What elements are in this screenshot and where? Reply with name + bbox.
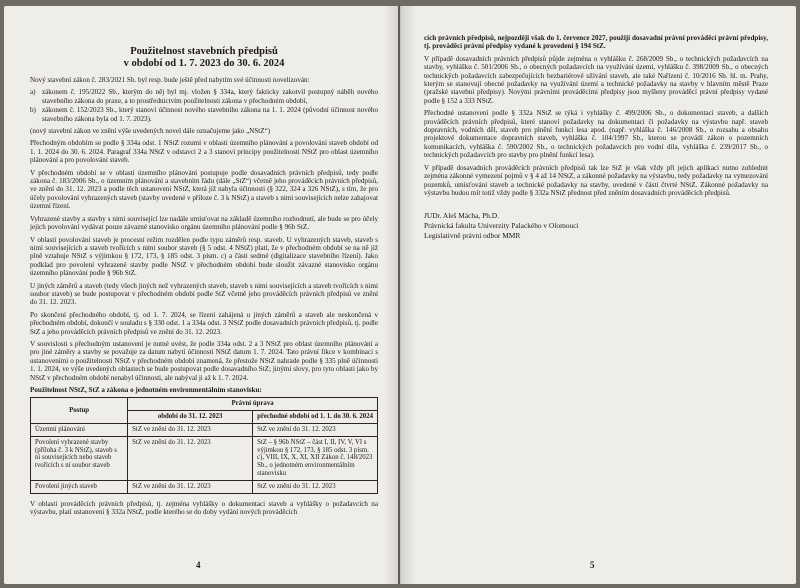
- page-title: [30, 46, 378, 70]
- transition-period-paragraph: Přechodným obdobím se podle § 334a odst. 1 NStZ rozumí v oblasti územního plánování a povolování staveb období od 1. 1. 2024 do 30. 6. 2024. Paragraf 334a NStZ v odstavci 2 a 3 stanoví principy použitelnosti NStZ pro oblast územního plánování a pro povolování staveb.: [30, 139, 378, 165]
- list-item-text: zákonem č. 195/2022 Sb., kterým do něj byl mj. vložen § 334a, který fakticky zakotvil postupný náběh nového stavebního zákona do praxe, a to prostřednictvím použitelnosti zákona v přechodném období,: [42, 88, 378, 105]
- list-item-a: [30, 88, 378, 105]
- right-page: [400, 6, 796, 584]
- author-department: Legislativně právní odbor MMR: [424, 231, 521, 241]
- list-item-text: zákonem č. 152/2023 Sb., který stanoví účinnost nového stavebního zákona na 1. 1. 2024 (původní účinnost nového stavebního zákona byla od 1. 7. 2023).: [42, 106, 378, 123]
- list-marker: b): [30, 106, 36, 115]
- table-cell-period-2: StZ – § 96b NStZ – část I, II, IV, V, VI s výjimkou § 172, 173, § 185 odst. 3 písm. c), VIII, IX, X, XI, XII Zákon č. 148/2023 Sb., o jednotném environmentálním stanovisku: [253, 436, 378, 480]
- title-line-1: Použitelnost stavebních předpisů: [130, 46, 278, 57]
- transitional-provision-paragraph: Přechodné ustanovení podle § 332a NStZ se týká i vyhlášky č. 499/2006 Sb., o dokumentaci staveb, a dalších prováděcích právních předpisů, které stanoví požadavky na dokumentaci či požadavky na výstavbu např. staveb dopravních, vodních děl, staveb pro plnění funkcí lesa apod. (např. vyhláška č. 146/2008 Sb., o rozsahu a obsahu projektové dokumentace dopravních staveb, vyhláška č. 104/1997 Sb., kterou se provádí zákon o pozemních komunikacích, vyhláška č. 590/2002 Sb., o technických požadavcích pro vodní díla, vyhláška č. 239/2017 Sb., o technických požadavcích pro stavby pro plnění funkcí lesa).: [424, 109, 768, 160]
- page-number-right: 5: [590, 560, 595, 570]
- permitting-paragraph: V oblasti povolování staveb je procesní režim rozdělen podle typu záměrů resp. staveb. U vyhrazených staveb, staveb s nimi souvisejících a staveb tvořících s nimi soubor staveb (§ 5 odst. 4 NStZ) platí, že v přechodném období se na ně již plně vztahuje NStZ s výjimkou § 172, 173, § 185 odst. 3 písm. c) a části sedmé (digitalizace stavebního řízení). Jako podklad pro povolení vyhrazené stavby podle NStZ v přechodném období bude sloužit závazné stanovisko orgánu územního plánování podle § 96b StZ.: [30, 235, 378, 278]
- applicability-table: [30, 397, 378, 493]
- title-line-2: v období od 1. 7. 2023 do 30. 6. 2024: [123, 58, 285, 69]
- previous-regulations-paragraph: V případě dosavadních právních předpisů půjde zejména o vyhlášku č. 268/2009 Sb., o technických požadavcích na stavby, vyhlášku č. 501/2006 Sb., o obecných požadavcích na využívání území, vyhlášku č. 398/2009 Sb., o obecných technických požadavcích zabezpečujících bezbariérové užívání staveb, ale také Nařízení č. 10/2016 Sb. hl. m. Prahy, kterým se stanovují obecné požadavky na využívání území a technické požadavky na stavby v hlavním městě Praze (pražské stavební předpisy). Novými právními prováděcími předpisy jsou myšleny prováděcí právní předpisy vydané podle § 152 a 333 NStZ.: [424, 54, 768, 105]
- table-cell-period-2: StZ ve znění do 31. 12. 2023: [253, 424, 378, 437]
- table-cell-postup: Územní plánování: [31, 424, 128, 437]
- table-header-period-1: období do 31. 12. 2023: [128, 411, 253, 424]
- other-projects-paragraph: U jiných záměrů a staveb (tedy všech jiných než vyhrazených staveb, staveb s nimi souvisejících a staveb tvořících s nimi soubor staveb) se bude postupovat v přechodném období podle StZ včetně jeho prováděcích právních předpisů ve znění do 31. 12. 2023.: [30, 281, 378, 307]
- nstz-definition-paragraph: (nový stavební zákon ve znění výše uvedených novel dále označujeme jako „NStZ“): [30, 127, 271, 136]
- author-signature: [424, 211, 768, 241]
- application-paragraph: V případě dosavadních prováděcích právních předpisů tak lze StZ je však vždy při jejich aplikaci nutno zohlednit zejména zákonné vymezení pojmů v § 4 až 14 NStZ, a zákonné požadavky na výstavbu, tedy požadavky na vymezování pozemků, umísťování staveb a technické požadavky na stavby, uvedené v části čtvrté NStZ. Zákonné požadavky na výstavbu budou mít totiž vždy podle § 332a NStZ přednost před zněním dosavadních prováděcích předpisů.: [424, 163, 768, 197]
- right-page-content: [424, 34, 768, 241]
- table-cell-postup: Povolení jiných staveb: [31, 480, 128, 493]
- left-page-content: [30, 36, 378, 520]
- author-name: JUDr. Aleš Mácha, Ph.D.: [424, 211, 499, 221]
- continuation-paragraph: cích právních předpisů, nejpozději však do 1. července 2027, použijí dosavadní právní prováděcí právní předpisy, tj. prováděcí právní předpisy vydané k provedení § 194 StZ.: [424, 34, 768, 51]
- table-title: Použitelnost NStZ, StZ a zákona o jednotném environmentálním stanovisku:: [30, 386, 262, 394]
- table-row: [31, 436, 378, 480]
- after-period-paragraph: Po skončení přechodného období, tj. od 1. 7. 2024, se řízení zahájená u jiných záměrů a staveb ale neskončená v přechodném období, dokončí v souladu s § 330 odst. 1 a 334a odst. 3 NStZ podle dosavadních právních předpisů, tj. podle StZ a jeho prováděcích právních předpisů ve znění do 31. 12. 2023.: [30, 310, 378, 336]
- table-header-period-2: přechodné období od 1. 1. do 30. 6. 2024: [253, 411, 378, 424]
- table-cell-period-1: StZ ve znění do 31. 12. 2023: [128, 424, 253, 437]
- regulations-paragraph: V oblasti prováděcích právních předpisů, tj. zejména vyhlášky o dokumentaci staveb a vyhlášky o požadavcích na výstavbu, platí ustanovení § 332a NStZ, podle kterého se do doby vydání nových prováděcích: [30, 499, 378, 516]
- table-cell-postup: Povolení vyhrazené stavby (příloha č. 3 k NStZ), staveb s ní souvisejících nebo staveb tvořících s ní soubor staveb: [31, 436, 128, 480]
- list-marker: a): [30, 88, 36, 97]
- left-page: [4, 6, 398, 584]
- table-cell-period-2: StZ ve znění do 31. 12. 2023: [253, 480, 378, 493]
- spatial-planning-paragraph: V přechodném období se v oblasti územního plánování postupuje podle dosavadních právních předpisů, tedy podle zákona č. 183/2006 Sb., o územním plánování a stavebním řádu (dále „StZ“) včetně jeho prováděcích právních předpisů, ve znění do 31. 12. 2023 a podle těch ustanovení NStZ, která již nabyla účinnosti (§ 322, 324 a 326 NStZ), s tím, že pro účely povolování vyhrazených staveb (stavby uvedené v příloze č. 3 k NStZ) a staveb s nimi souvisejících nelze zahajovat územní řízení.: [30, 168, 378, 211]
- list-item-b: [30, 106, 378, 123]
- table-row: [31, 424, 378, 437]
- intro-paragraph: Nový stavební zákon č. 283/2021 Sb. byl resp. bude ještě před nabytím své účinnosti novelizován:: [30, 76, 310, 84]
- table-cell-period-1: StZ ve znění do 31. 12. 2023: [128, 436, 253, 480]
- table-header-pravni-uprava: Právní úprava: [128, 398, 378, 411]
- author-faculty: Právnická fakulta Univerzity Palackého v Olomouci: [424, 221, 579, 231]
- table-header-postup: Postup: [31, 398, 128, 424]
- table-row: [31, 480, 378, 493]
- table-header-row: [31, 398, 378, 411]
- reserved-buildings-paragraph: Vyhrazené stavby a stavby s nimi související lze nadále umísťovat na základě územního rozhodnutí, ale bude se pro účely jejich povolování vydávat pouze závazné stanovisko orgánu územního plánování podle § 96b StZ.: [30, 214, 378, 232]
- effectiveness-paragraph: V souvislosti s přechodným ustanovení je nutné uvést, že podle 334a odst. 2 a 3 NStZ pro oblast územního plánování a pro jiné záměry a stavby se považuje za datum nabytí účinnosti NStZ datum 1. 7. 2024. Tato právní fikce v kombinaci s ustanoveními o použitelnosti NStZ v přechodném období znamená, že přestože NStZ nahrade podle § 335 plně účinnosti 1. 1. 2024, ve výše uvedených oblastech se bude postupovat podle dosavadního StZ; jinými slovy, pro tyto oblasti jako by NStZ v přechodném období nenabyl účinnosti, ale nabýval ji až k 1. 7. 2024.: [30, 339, 378, 382]
- page-number-left: 4: [196, 560, 201, 570]
- table-cell-period-1: StZ ve znění do 31. 12. 2023: [128, 480, 253, 493]
